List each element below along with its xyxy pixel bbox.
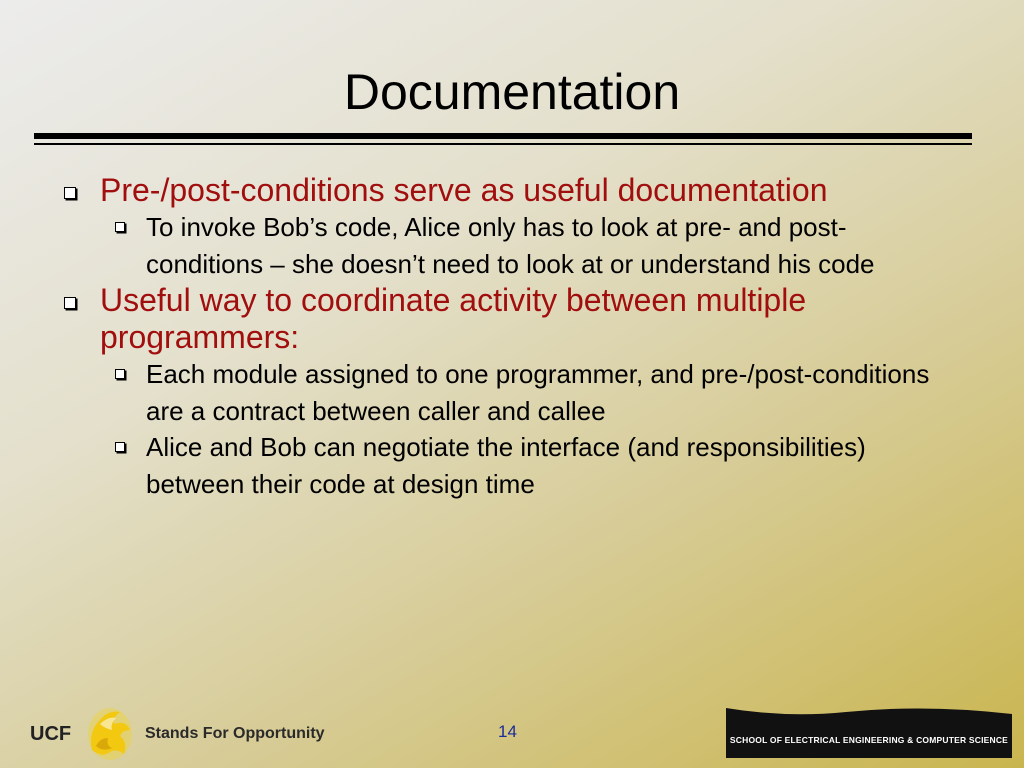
square-bullet-icon [115,442,125,452]
square-bullet-icon [64,187,76,199]
school-banner [726,708,1012,758]
title-divider-thin [34,143,972,145]
square-bullet-icon [64,297,76,309]
bullet-text: Useful way to coordinate activity between multiple programmers: [100,282,807,355]
slide-content [0,172,1024,502]
square-bullet-icon [115,369,125,379]
square-bullet-icon [115,222,125,232]
slide-title: Documentation [343,64,681,120]
school-name: SCHOOL OF ELECTRICAL ENGINEERING & COMPUTER SCIENCE [729,735,1009,745]
page-number: 14 [498,722,517,741]
bullet-item [100,282,860,356]
ucf-label: UCF [30,723,72,745]
bullet-text: Pre-/post-conditions serve as useful documentation [100,172,828,208]
sub-bullet-item [146,356,946,429]
sub-bullet-text: To invoke Bob’s code, Alice only has to look at pre- and post-conditions – she doesn’t need to look at or understand his code [146,212,875,279]
sub-bullet-item [146,429,946,502]
sub-bullet-text: Each module assigned to one programmer, and pre-/post-conditions are a contract between caller and callee [146,359,930,426]
sub-bullet-text: Alice and Bob can negotiate the interface (and responsibilities) between their code at design time [146,432,866,499]
tagline: Stands For Opportunity [145,725,325,742]
pegasus-logo-icon [82,702,136,762]
sub-bullet-item [146,209,946,282]
bullet-item [100,172,860,209]
title-divider-thick [34,133,972,139]
